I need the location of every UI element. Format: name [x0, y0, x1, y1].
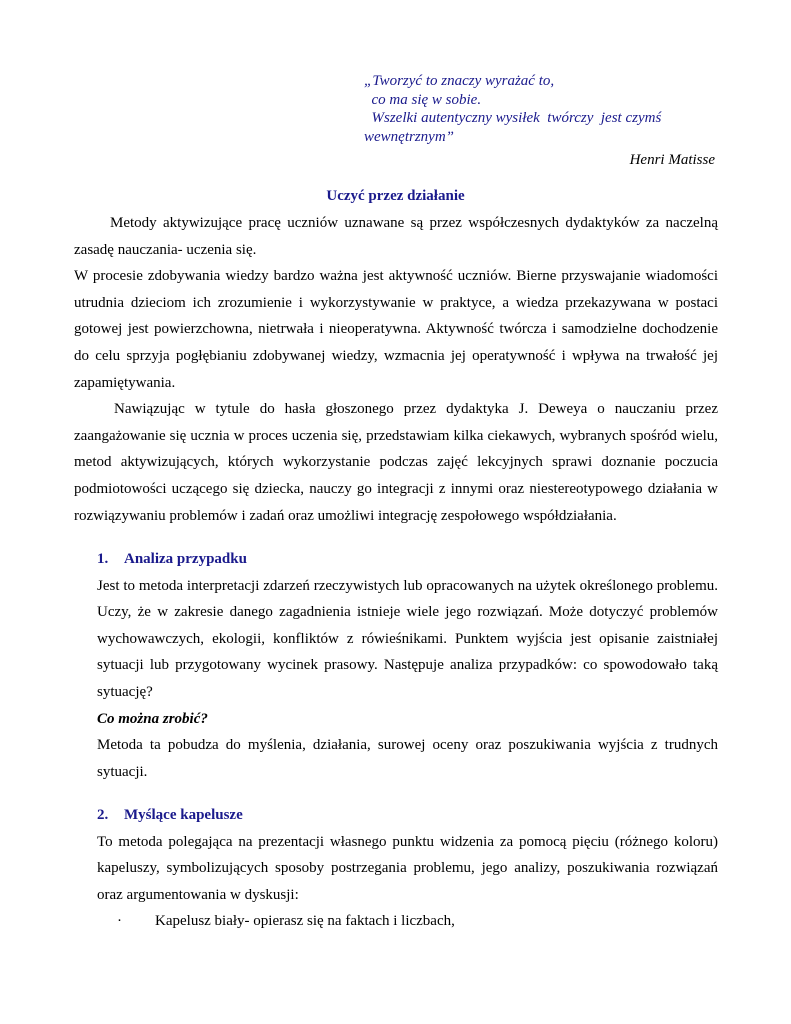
quote-author: Henri Matisse [629, 152, 715, 168]
list-item-text: Kapelusz biały- opierasz się na faktach i liczbach, [155, 913, 455, 929]
section-heading [97, 546, 718, 573]
intro-paragraph: W procesie zdobywania wiedzy bardzo ważna jest aktywność uczniów. Bierne przyswajanie wiadomości utrudnia dzieciom ich zrozumienie i wykorzystywanie w praktyce, a wiedza przekazywana w postaci gotowej jest powierzchowna, nietrwała i nieoperatywna. Aktywność twórcza i samodzielne dochodzenie do celu sprzyja pogłębianiu zdobywanej wiedzy, wzmacnia jej operatywność i wpływa na trwałość jej zapamiętywania. [74, 268, 718, 391]
quote-line: Wszelki autentyczny wysiłek twórczy jest czymś [364, 110, 662, 126]
section-heading-text: Analiza przypadku [124, 551, 247, 567]
section-number: 2. [97, 807, 109, 823]
quote-line: wewnętrznym” [364, 128, 454, 145]
quote-line: co ma się w sobie. [364, 91, 482, 108]
section-myslace-kapelusze [97, 802, 718, 908]
section-paragraph: To metoda polegająca na prezentacji własnego punktu widzenia za pomocą pięciu (różnego koloru) kapeluszy, symbolizujących sposoby postrzegania problemu, jego analizy, poszukiwania rozwiązań oraz argumentowania w dyskusji: [97, 833, 718, 903]
section-heading-text: Myślące kapelusze [124, 807, 243, 823]
intro-text [74, 210, 718, 529]
section-paragraph: Metoda ta pobudza do myślenia, działania, surowej oceny oraz poszukiwania wyjścia z trudnych sytuacji. [97, 737, 718, 780]
section-number: 1. [97, 551, 109, 567]
section-paragraph: Jest to metoda interpretacji zdarzeń rzeczywistych lub opracowanych na użytek określonego problemu. Uczy, że w zakresie danego zagadnienia istnieje wiele jego rozwiązań. Może dotyczyć problemów wychowawczych, ekologii, konfliktów z rówieśnikami. Punktem wyjścia jest opisanie zaistniałej sytuacji lub przygotowany wycinek prasowy. Następuje analiza przypadków: co spowodowało taką sytuację? [97, 577, 718, 700]
section-heading [97, 802, 718, 829]
quote-line: „Tworzyć to znaczy wyrażać to, [364, 73, 555, 89]
page-title: Uczyć przez działanie [326, 188, 465, 204]
section-question: Co można zrobić? [97, 710, 208, 727]
section-analiza-przypadku [97, 546, 718, 785]
intro-paragraph: Metody aktywizujące pracę uczniów uznawane są przez współczesnych dydaktyków za naczelną zasadę nauczania- uczenia się. [74, 215, 718, 258]
bullet-marker: · [117, 913, 122, 929]
epigraph-quote [364, 72, 724, 146]
list-item [117, 908, 455, 934]
intro-paragraph: Nawiązując w tytule do hasła głoszonego przez dydaktyka J. Deweya o nauczaniu przez zaangażowanie się ucznia w proces uczenia się, przedstawiam kilka ciekawych, wybranych spośród wielu, metod aktywizujących, których wykorzystanie podczas zajęć lekcyjnych sprawi doznanie poczucia podmiotowości uczącego się dziecka, nauczy go integracji z innymi oraz niestereotypowego działania w rozwiązywaniu problemów i zadań oraz umożliwi integrację zespołowego współdziałania. [74, 401, 718, 524]
